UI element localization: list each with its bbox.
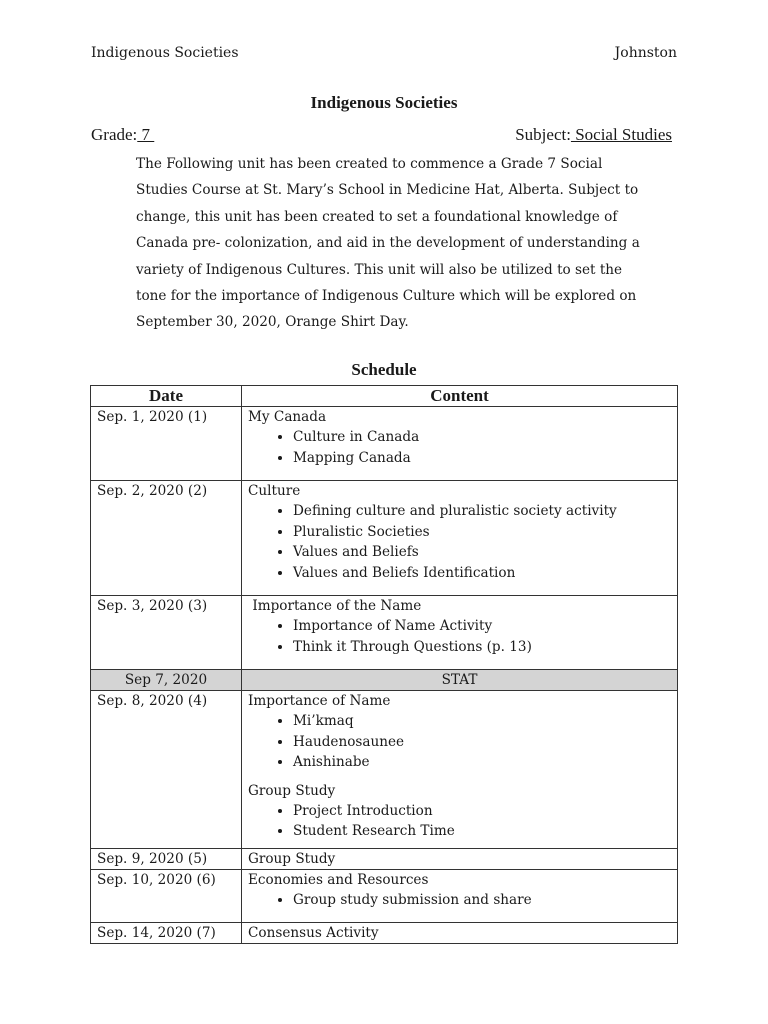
schedule-table (90, 385, 678, 944)
intro-line: Studies Course at St. Mary’s School in Medicine Hat, Alberta. Subject to (136, 182, 639, 199)
table-row-stat-holiday (91, 670, 678, 691)
intro-line: Canada pre- colonization, and aid in the development of understanding a (136, 235, 640, 252)
table-row (91, 596, 678, 670)
bullet-list (248, 427, 671, 468)
list-item: • Project Introduction (293, 801, 671, 822)
list-item: • Anishinabe (293, 752, 671, 773)
topic-label: My Canada (248, 409, 327, 425)
date-cell: Sep. 2, 2020 (2) (91, 481, 242, 596)
subject-label: Subject: (515, 125, 571, 144)
bullet-list (248, 501, 671, 583)
content-cell (242, 923, 678, 944)
topic-label: Consensus Activity (248, 925, 379, 941)
list-item: • Think it Through Questions (p. 13) (293, 637, 671, 658)
bullet-list (248, 711, 671, 773)
grade-label: Grade: (91, 125, 138, 144)
content-cell (242, 691, 678, 849)
table-header-row (91, 386, 678, 407)
content-cell (242, 407, 678, 481)
schedule-title: Schedule (351, 360, 417, 379)
content-cell (242, 848, 678, 869)
intro-line: tone for the importance of Indigenous Culture which will be explored on (136, 288, 637, 305)
bullet-list (248, 801, 671, 842)
subject-field (515, 125, 672, 145)
topic-label: Importance of Name (248, 693, 391, 709)
list-item: • Importance of Name Activity (293, 616, 671, 637)
intro-line: September 30, 2020, Orange Shirt Day. (136, 314, 409, 331)
date-cell: Sep. 9, 2020 (5) (91, 848, 242, 869)
spacer (248, 773, 671, 781)
table-row (91, 481, 678, 596)
list-item: • Values and Beliefs Identification (293, 563, 671, 584)
topic-label: Culture (248, 483, 301, 499)
date-cell: Sep. 3, 2020 (3) (91, 596, 242, 670)
topic-label: Group Study (248, 850, 336, 867)
intro-line: variety of Indigenous Cultures. This unit will also be utilized to set the (136, 261, 623, 278)
column-header-date: Date (91, 386, 242, 407)
intro-paragraph (136, 151, 682, 336)
grade-value: 7 (137, 125, 155, 144)
topic-label: Importance of the Name (248, 598, 422, 614)
date-cell: Sep. 10, 2020 (6) (91, 869, 242, 923)
running-header-author: Johnston (614, 45, 677, 61)
topic-label: Group Study (248, 782, 336, 799)
list-item: • Mi’kmaq (293, 711, 671, 732)
date-cell: Sep. 14, 2020 (7) (91, 923, 242, 944)
list-item: • Mapping Canada (293, 448, 671, 469)
stat-cell: STAT (242, 670, 678, 691)
table-row (91, 691, 678, 849)
intro-line: The Following unit has been created to commence a Grade 7 Social (136, 156, 603, 172)
list-item: • Student Research Time (293, 821, 671, 842)
content-cell (242, 869, 678, 923)
document-title: Indigenous Societies (310, 93, 458, 112)
content-cell (242, 481, 678, 596)
list-item: • Values and Beliefs (293, 542, 671, 563)
list-item: • Group study submission and share (293, 890, 671, 911)
date-cell: Sep. 8, 2020 (4) (91, 691, 242, 849)
running-header-title: Indigenous Societies (91, 45, 239, 61)
date-cell: Sep. 1, 2020 (1) (91, 407, 242, 481)
list-item: • Pluralistic Societies (293, 522, 671, 543)
bullet-list (248, 890, 671, 911)
content-cell (242, 596, 678, 670)
subject-value: Social Studies (570, 125, 672, 144)
intro-line: change, this unit has been created to set a foundational knowledge of (136, 208, 618, 225)
list-item: • Culture in Canada (293, 427, 671, 448)
table-row (91, 923, 678, 944)
bullet-list (248, 616, 671, 657)
grade-field (91, 125, 154, 145)
topic-label: Economies and Resources (248, 871, 429, 888)
date-cell: Sep 7, 2020 (91, 670, 242, 691)
grade-subject-row (91, 125, 672, 147)
list-item: • Defining culture and pluralistic society activity (293, 501, 671, 522)
table-row (91, 407, 678, 481)
table-row (91, 848, 678, 869)
table-row (91, 869, 678, 923)
column-header-content: Content (242, 386, 678, 407)
list-item: • Haudenosaunee (293, 732, 671, 753)
